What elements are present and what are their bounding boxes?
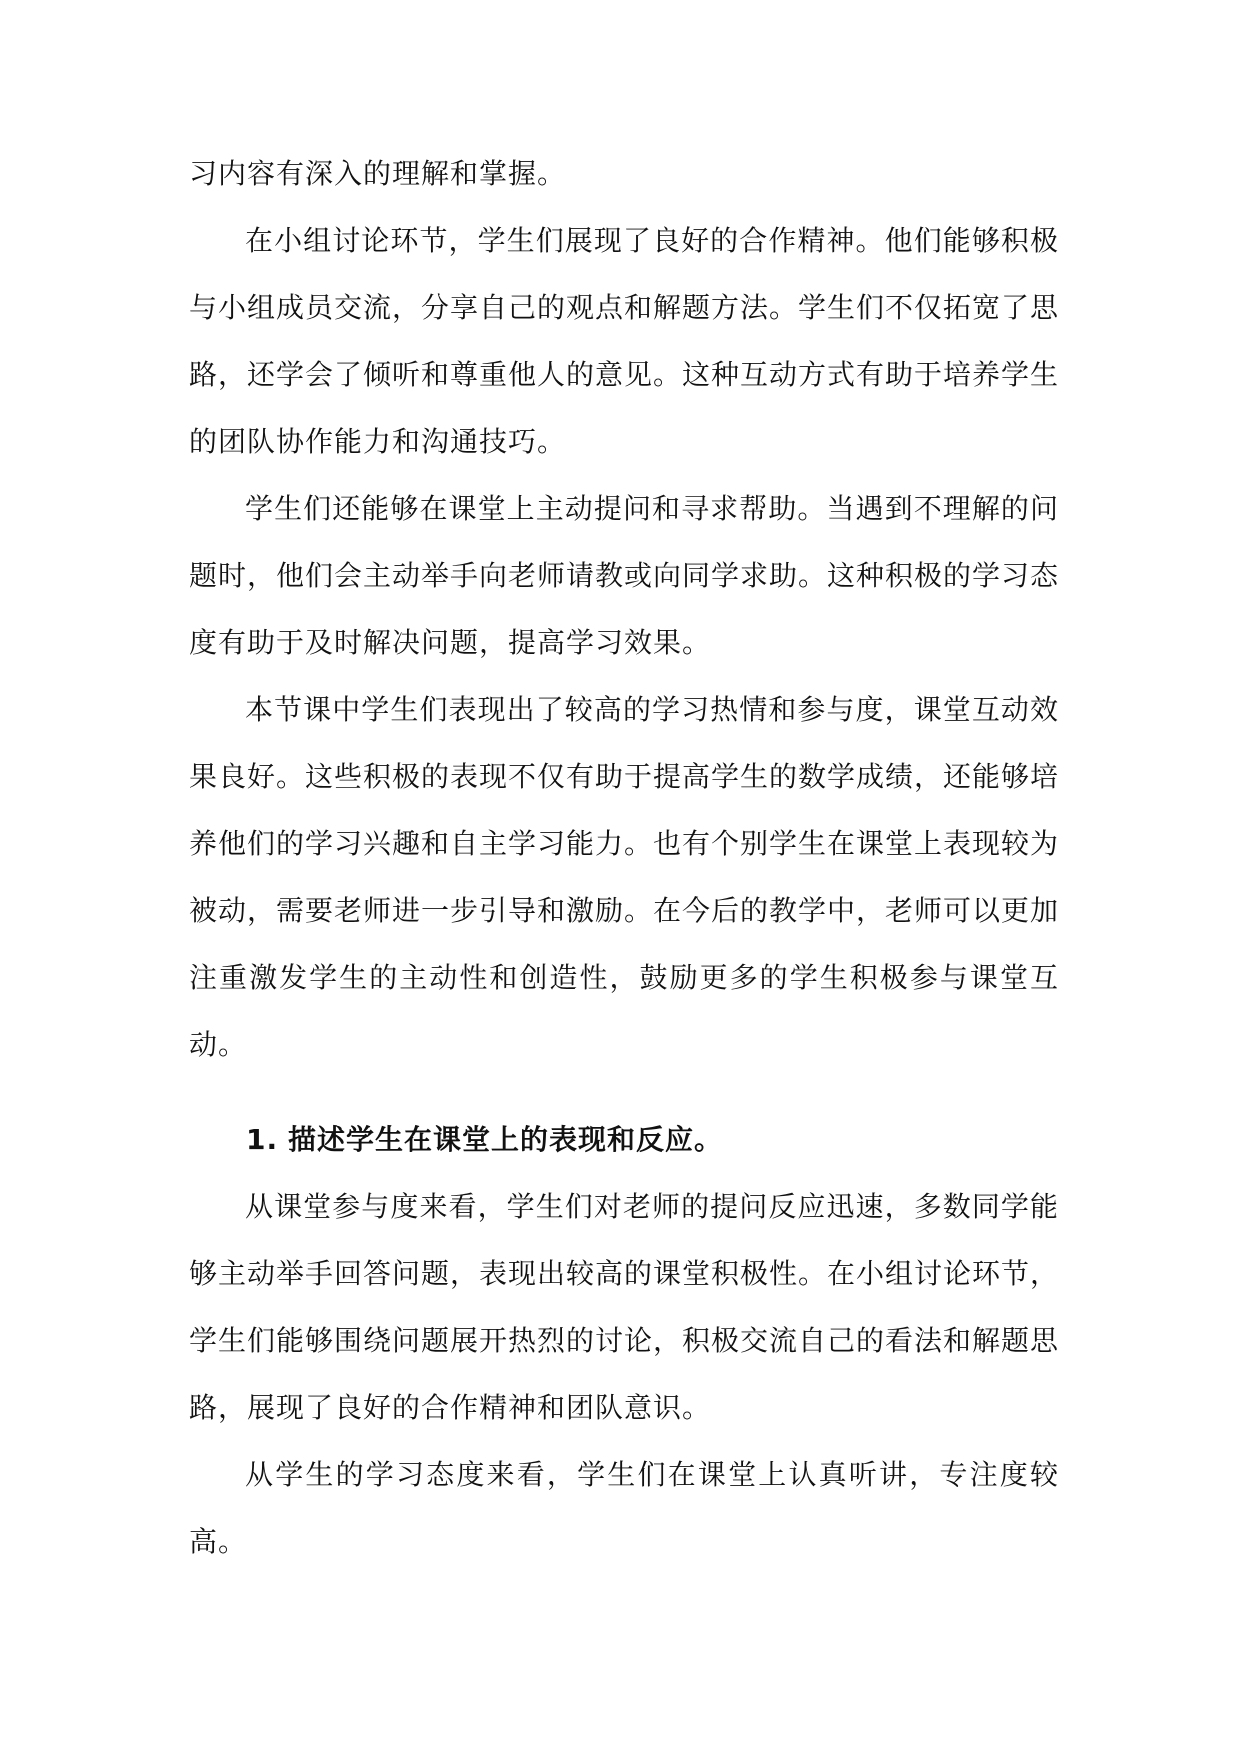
paragraph-group-discussion: 在小组讨论环节，学生们展现了良好的合作精神。他们能够积极与小组成员交流，分享自己的观点和解题方法。学生们不仅拓宽了思路，还学会了倾听和尊重他人的意见。这种互动方式有助于培养学生的团队协作能力和沟通技巧。 — [189, 224, 1060, 458]
section-heading-number: 1. — [246, 1123, 279, 1156]
paragraph-attitude: 从学生的学习态度来看，学生们在课堂上认真听讲，专注度较高。 — [189, 1458, 1059, 1558]
paragraph-summary: 本节课中学生们表现出了较高的学习热情和参与度，课堂互动效果良好。这些积极的表现不仅有助于提高学生的数学成绩，还能够培养他们的学习兴趣和自主学习能力。也有个别学生在课堂上表现较为被动，需要老师进一步引导和激励。在今后的教学中，老师可以更加注重激发学生的主动性和创造性，鼓励更多的学生积极参与课堂互动。 — [189, 693, 1060, 1061]
document-body — [189, 140, 1059, 1575]
section-heading — [189, 1106, 1059, 1173]
paragraph-participation: 从课堂参与度来看，学生们对老师的提问反应迅速，多数同学能够主动举手回答问题，表现出较高的课堂积极性。在小组讨论环节，学生们能够围绕问题展开热烈的讨论，积极交流自己的看法和解题思路，展现了良好的合作精神和团队意识。 — [189, 1190, 1060, 1424]
section-heading-text: 描述学生在课堂上的表现和反应。 — [288, 1123, 724, 1156]
paragraph-asking-questions: 学生们还能够在课堂上主动提问和寻求帮助。当遇到不理解的问题时，他们会主动举手向老师请教或向同学求助。这种积极的学习态度有助于及时解决问题，提高学习效果。 — [189, 492, 1060, 659]
paragraph-continued: 习内容有深入的理解和掌握。 — [189, 157, 567, 190]
